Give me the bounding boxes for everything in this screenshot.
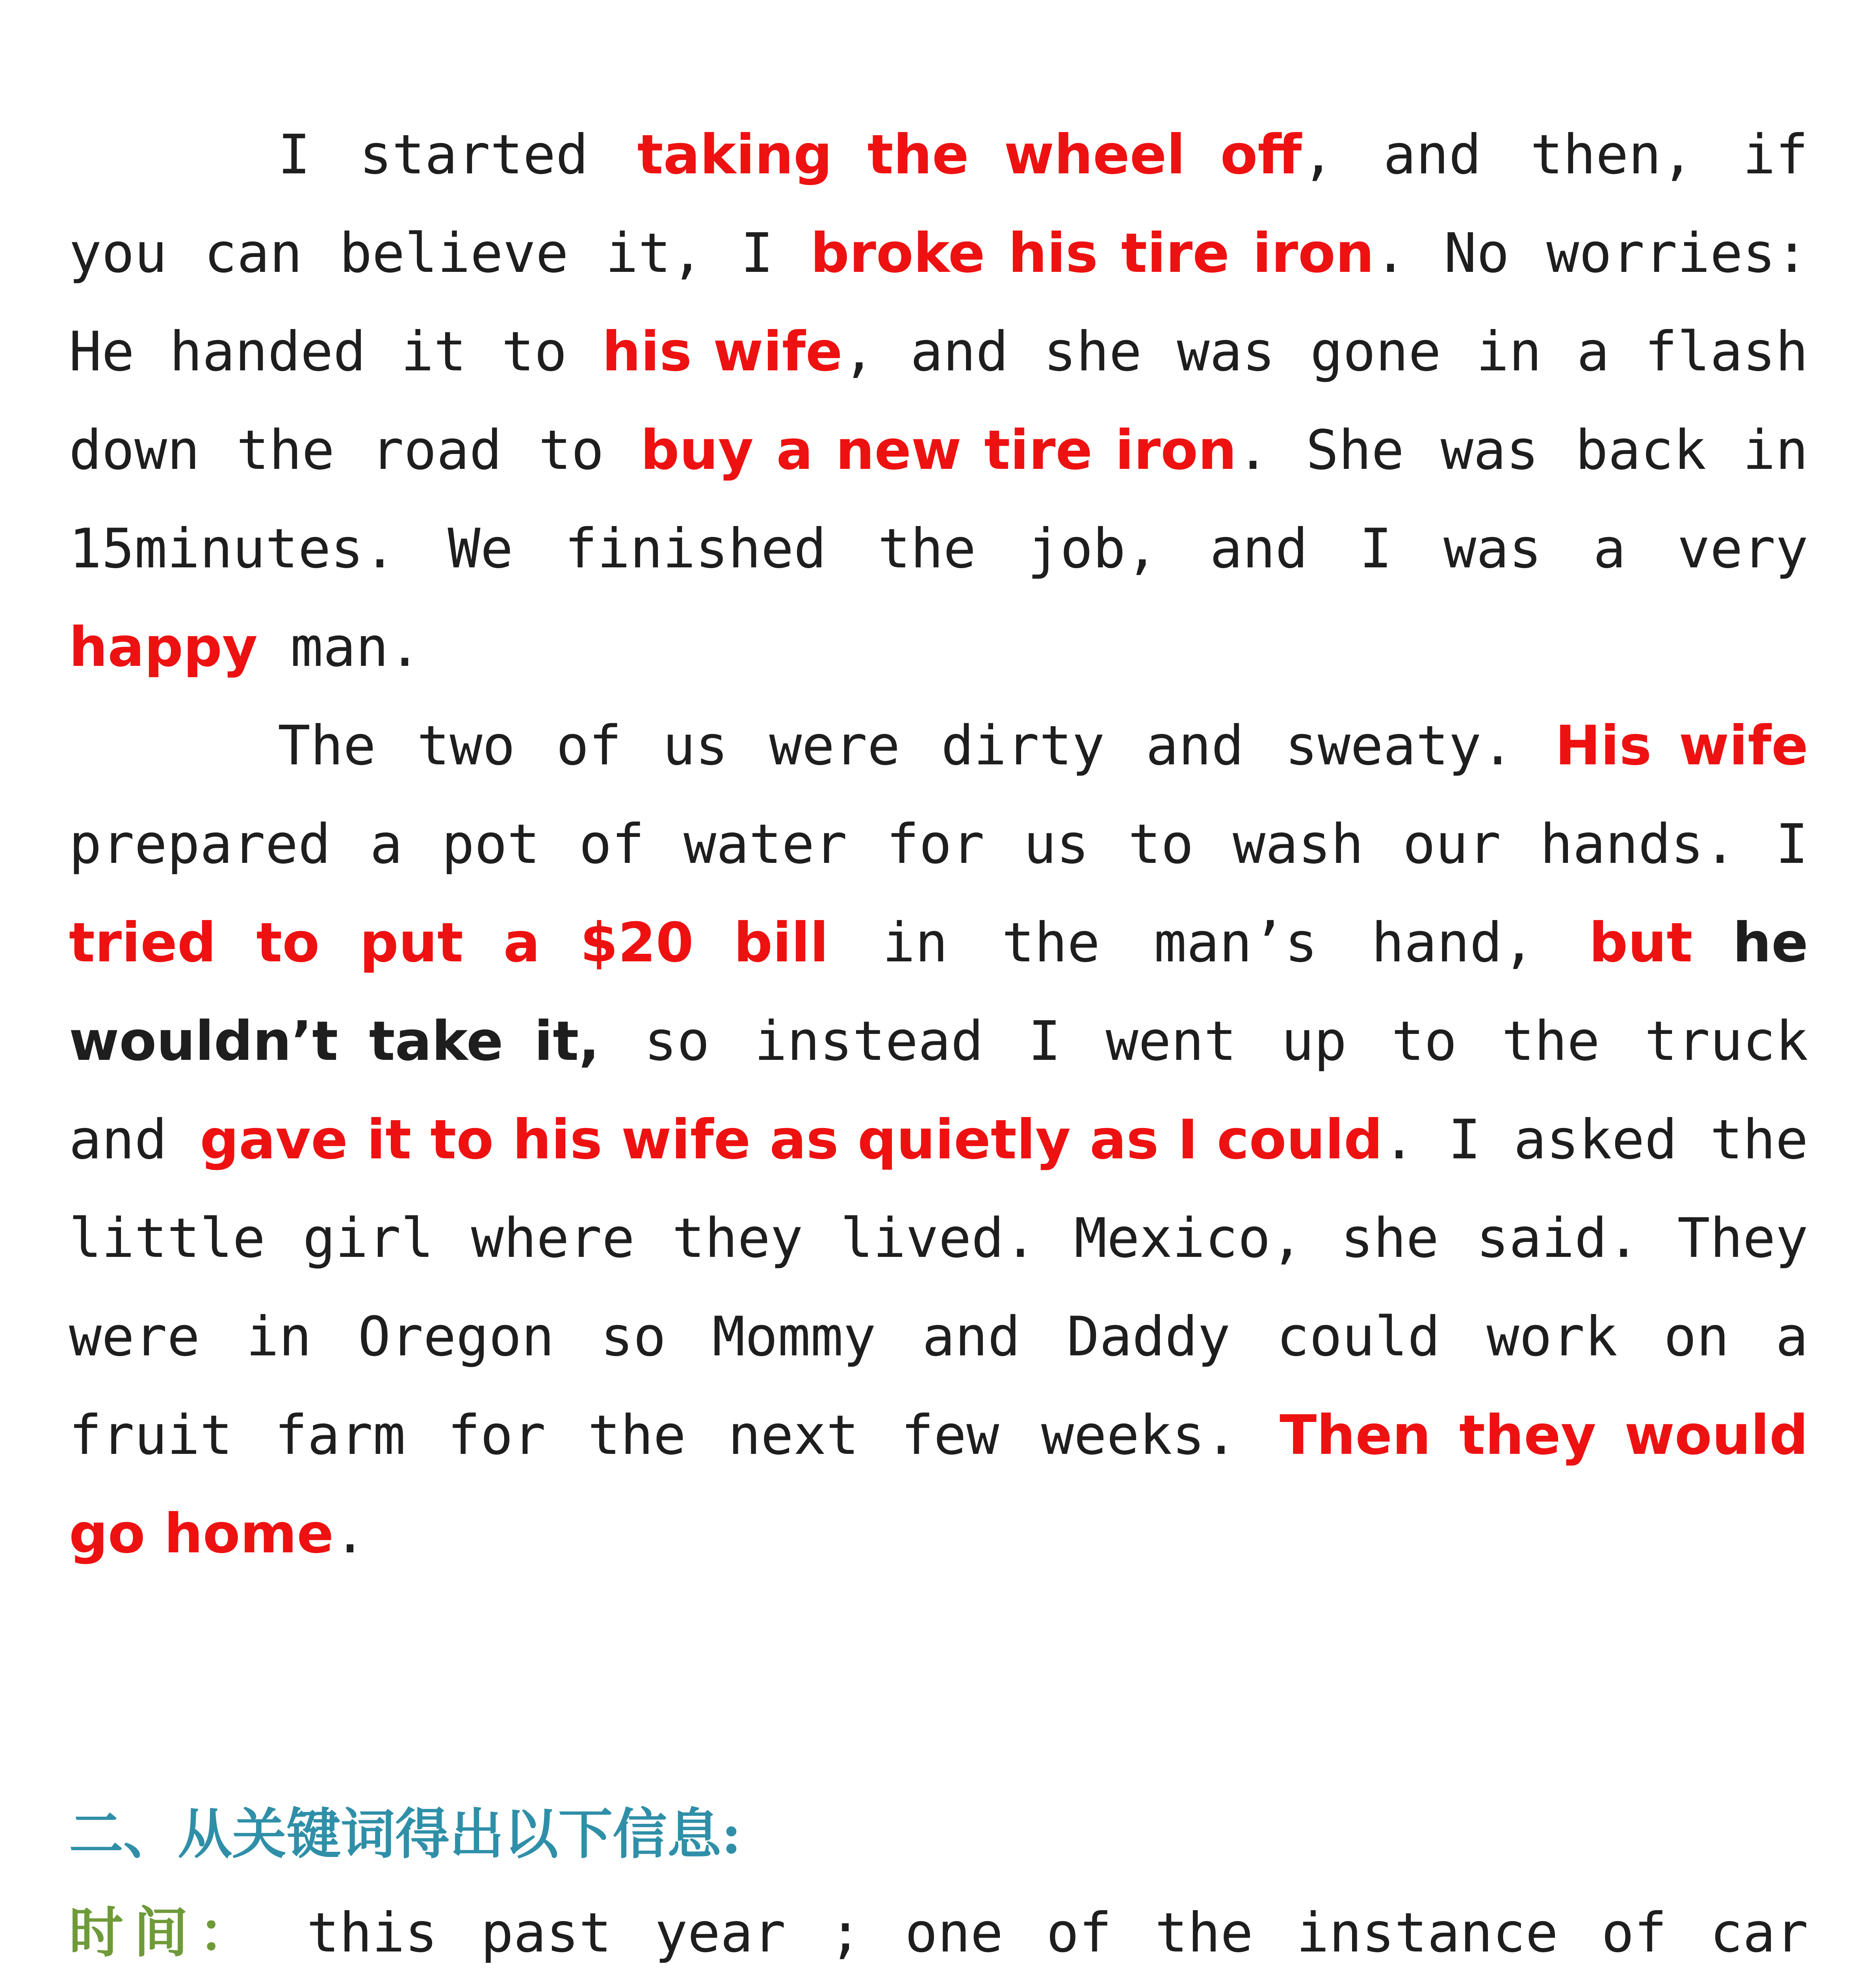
text-run: so instead I went up to the truck and xyxy=(69,1009,1808,1171)
story-paragraph-2 xyxy=(69,697,1808,1583)
text-run: prepared a pot of water for us to wash our hands. I xyxy=(69,812,1808,876)
text-run: . xyxy=(334,1502,367,1565)
key-phrase: gave it to his wife as quietly as I could xyxy=(200,1108,1383,1171)
text-run: . I asked the little girl where they lived. Mexico, she said. They were in Oregon so Mommy and Daddy could work on a fruit farm for the next few weeks. xyxy=(69,1108,1808,1467)
text-run: , and she was gone in a flash down the road to xyxy=(69,320,1808,482)
story-paragraph-1 xyxy=(69,106,1808,697)
text-run: I started xyxy=(278,123,637,186)
text-run: in the man’s hand, xyxy=(828,911,1589,974)
story-section xyxy=(69,106,1808,1583)
bold-phrase: he wouldn’t take it, xyxy=(69,911,1808,1073)
time-label: 时间： xyxy=(69,1900,264,1964)
text-run: The two of us were dirty and sweaty. xyxy=(278,714,1555,777)
text-run: . She was back in 15minutes. We finished the job, and I was a very xyxy=(69,418,1808,580)
text-run: . No worries: He handed it to xyxy=(69,221,1808,383)
time-line xyxy=(69,1883,1808,1970)
key-phrase: broke his tire iron xyxy=(810,221,1374,285)
key-phrase: buy a new tire iron xyxy=(640,418,1237,482)
key-phrase: tried to put a $20 bill xyxy=(69,911,829,974)
section-heading: 二、从关键词得出以下信息: xyxy=(69,1802,741,1866)
key-phrase: taking the wheel off xyxy=(637,123,1302,186)
key-phrase: His wife xyxy=(1555,714,1808,777)
key-phrase: Then they would go home xyxy=(69,1403,1809,1565)
key-phrase: his wife xyxy=(602,320,843,383)
key-phrase: but xyxy=(1589,911,1693,974)
time-text: this past year ; one of the instance of car xyxy=(306,1901,1808,1964)
key-phrase: happy xyxy=(69,615,258,679)
text-run: man. xyxy=(257,615,422,679)
key-info-section xyxy=(69,1785,1808,1970)
text-run: , and then, if you can believe it, I xyxy=(69,123,1808,285)
